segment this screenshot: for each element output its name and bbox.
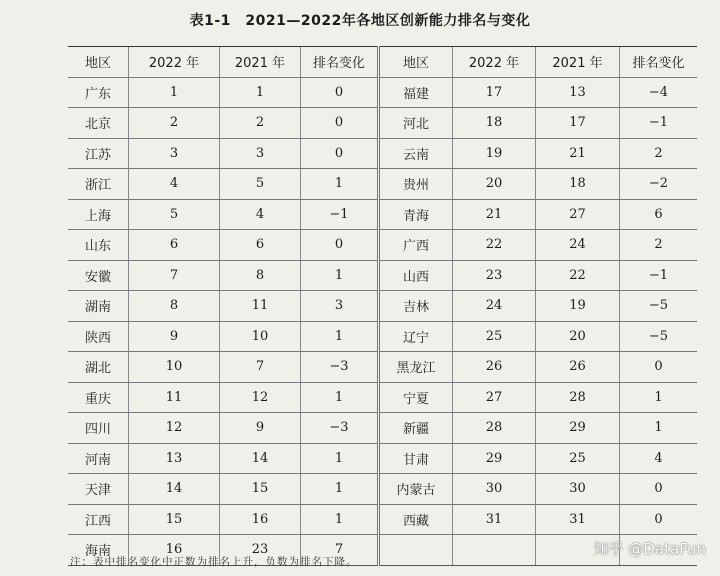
rank-2022-cell: 28 bbox=[453, 413, 536, 444]
rank-2021-cell: 7 bbox=[220, 352, 301, 383]
region-cell: 新疆 bbox=[379, 413, 453, 444]
rank-2022-cell: 21 bbox=[453, 199, 536, 230]
table-row bbox=[68, 138, 697, 169]
column-header-2021-right: 2021 年 bbox=[536, 47, 620, 78]
rank-2022-cell: 16 bbox=[129, 535, 220, 566]
rank-2021-cell: 20 bbox=[536, 321, 620, 352]
table-row bbox=[68, 413, 697, 444]
column-header-2021: 2021 年 bbox=[220, 47, 301, 78]
rank-2021-cell: 30 bbox=[536, 474, 620, 505]
rank-change-cell: −4 bbox=[620, 77, 698, 108]
column-header-region: 地区 bbox=[68, 47, 129, 78]
rank-2021-cell: 1 bbox=[220, 77, 301, 108]
rank-change-cell: 2 bbox=[620, 138, 698, 169]
region-cell: 浙江 bbox=[68, 169, 129, 200]
rank-2021-cell: 27 bbox=[536, 199, 620, 230]
region-cell: 贵州 bbox=[379, 169, 453, 200]
table-row bbox=[68, 474, 697, 505]
region-cell: 陕西 bbox=[68, 321, 129, 352]
rank-2021-cell: 28 bbox=[536, 382, 620, 413]
watermark: 知乎 @DataFun bbox=[593, 540, 706, 558]
table-row bbox=[68, 443, 697, 474]
region-cell: 北京 bbox=[68, 108, 129, 139]
rank-2021-cell: 18 bbox=[536, 169, 620, 200]
table-row bbox=[68, 291, 697, 322]
header-row bbox=[68, 47, 697, 78]
rank-change-cell: 2 bbox=[620, 230, 698, 261]
rank-2022-cell bbox=[453, 535, 536, 566]
region-cell: 山东 bbox=[68, 230, 129, 261]
region-cell: 上海 bbox=[68, 199, 129, 230]
table-row bbox=[68, 169, 697, 200]
rank-2022-cell: 2 bbox=[129, 108, 220, 139]
rank-2021-cell: 3 bbox=[220, 138, 301, 169]
rank-change-cell: 0 bbox=[301, 108, 379, 139]
column-header-change-right: 排名变化 bbox=[620, 47, 698, 78]
rank-change-cell: 1 bbox=[301, 443, 379, 474]
rank-change-cell: −1 bbox=[620, 260, 698, 291]
table-row bbox=[68, 504, 697, 535]
rank-2022-cell: 29 bbox=[453, 443, 536, 474]
rank-2022-cell: 13 bbox=[129, 443, 220, 474]
rank-2022-cell: 23 bbox=[453, 260, 536, 291]
rank-2021-cell: 9 bbox=[220, 413, 301, 444]
rank-2021-cell: 10 bbox=[220, 321, 301, 352]
table-row bbox=[68, 199, 697, 230]
rank-change-cell: 1 bbox=[301, 260, 379, 291]
rank-2021-cell: 11 bbox=[220, 291, 301, 322]
rank-2021-cell: 26 bbox=[536, 352, 620, 383]
rank-2021-cell: 12 bbox=[220, 382, 301, 413]
region-cell: 宁夏 bbox=[379, 382, 453, 413]
region-cell: 河南 bbox=[68, 443, 129, 474]
rank-2021-cell: 16 bbox=[220, 504, 301, 535]
rank-change-cell: 0 bbox=[301, 77, 379, 108]
rank-2022-cell: 11 bbox=[129, 382, 220, 413]
region-cell: 广西 bbox=[379, 230, 453, 261]
table-row bbox=[68, 230, 697, 261]
rank-change-cell: −5 bbox=[620, 321, 698, 352]
rank-change-cell: 1 bbox=[301, 474, 379, 505]
table-row bbox=[68, 260, 697, 291]
rank-2022-cell: 4 bbox=[129, 169, 220, 200]
rank-2021-cell: 4 bbox=[220, 199, 301, 230]
rank-2021-cell: 17 bbox=[536, 108, 620, 139]
rank-2022-cell: 24 bbox=[453, 291, 536, 322]
rank-change-cell: 1 bbox=[620, 413, 698, 444]
region-cell bbox=[379, 535, 453, 566]
region-cell: 江苏 bbox=[68, 138, 129, 169]
region-cell: 甘肃 bbox=[379, 443, 453, 474]
rank-2022-cell: 6 bbox=[129, 230, 220, 261]
rank-2021-cell: 29 bbox=[536, 413, 620, 444]
rank-change-cell: 3 bbox=[301, 291, 379, 322]
table-row bbox=[68, 382, 697, 413]
column-header-2022-right: 2022 年 bbox=[453, 47, 536, 78]
rank-2022-cell: 25 bbox=[453, 321, 536, 352]
table-row bbox=[68, 108, 697, 139]
rank-change-cell: 0 bbox=[301, 230, 379, 261]
table-row bbox=[68, 77, 697, 108]
rank-2021-cell: 25 bbox=[536, 443, 620, 474]
rank-2022-cell: 30 bbox=[453, 474, 536, 505]
rank-change-cell: 0 bbox=[620, 352, 698, 383]
rank-change-cell: 7 bbox=[301, 535, 379, 566]
region-cell: 福建 bbox=[379, 77, 453, 108]
rank-2022-cell: 5 bbox=[129, 199, 220, 230]
region-cell: 江西 bbox=[68, 504, 129, 535]
table-title: 表1-1 2021—2022年各地区创新能力排名与变化 bbox=[189, 13, 531, 29]
region-cell: 黑龙江 bbox=[379, 352, 453, 383]
rank-change-cell: −3 bbox=[301, 352, 379, 383]
rank-change-cell: 0 bbox=[301, 138, 379, 169]
rank-2022-cell: 9 bbox=[129, 321, 220, 352]
rank-2022-cell: 27 bbox=[453, 382, 536, 413]
rank-2022-cell: 22 bbox=[453, 230, 536, 261]
region-cell: 湖北 bbox=[68, 352, 129, 383]
region-cell: 内蒙古 bbox=[379, 474, 453, 505]
region-cell: 广东 bbox=[68, 77, 129, 108]
rank-2022-cell: 19 bbox=[453, 138, 536, 169]
rank-change-cell: 1 bbox=[301, 321, 379, 352]
region-cell: 四川 bbox=[68, 413, 129, 444]
rank-change-cell: −1 bbox=[301, 199, 379, 230]
rank-change-cell: −1 bbox=[620, 108, 698, 139]
rank-2022-cell: 12 bbox=[129, 413, 220, 444]
rank-2021-cell: 19 bbox=[536, 291, 620, 322]
rank-change-cell: 1 bbox=[301, 504, 379, 535]
rank-2021-cell: 31 bbox=[536, 504, 620, 535]
rank-change-cell: 0 bbox=[620, 504, 698, 535]
region-cell: 云南 bbox=[379, 138, 453, 169]
rank-2021-cell: 15 bbox=[220, 474, 301, 505]
rank-change-cell: −3 bbox=[301, 413, 379, 444]
rank-2022-cell: 1 bbox=[129, 77, 220, 108]
rank-2022-cell: 7 bbox=[129, 260, 220, 291]
region-cell: 安徽 bbox=[68, 260, 129, 291]
rank-2021-cell: 22 bbox=[536, 260, 620, 291]
region-cell: 海南 bbox=[68, 535, 129, 566]
rank-change-cell: 1 bbox=[301, 382, 379, 413]
region-cell: 天津 bbox=[68, 474, 129, 505]
rank-2021-cell: 5 bbox=[220, 169, 301, 200]
rank-2022-cell: 20 bbox=[453, 169, 536, 200]
column-header-change: 排名变化 bbox=[301, 47, 379, 78]
rank-2021-cell: 6 bbox=[220, 230, 301, 261]
table-row bbox=[68, 352, 697, 383]
rank-2021-cell: 14 bbox=[220, 443, 301, 474]
rank-2022-cell: 10 bbox=[129, 352, 220, 383]
rank-2021-cell: 21 bbox=[536, 138, 620, 169]
rank-2021-cell: 8 bbox=[220, 260, 301, 291]
region-cell: 湖南 bbox=[68, 291, 129, 322]
region-cell: 西藏 bbox=[379, 504, 453, 535]
rank-2022-cell: 26 bbox=[453, 352, 536, 383]
column-header-region-right: 地区 bbox=[379, 47, 453, 78]
rank-change-cell: 4 bbox=[620, 443, 698, 474]
rank-2021-cell: 23 bbox=[220, 535, 301, 566]
rank-2022-cell: 15 bbox=[129, 504, 220, 535]
rank-2021-cell: 24 bbox=[536, 230, 620, 261]
column-header-2022: 2022 年 bbox=[129, 47, 220, 78]
rank-2022-cell: 3 bbox=[129, 138, 220, 169]
rank-2022-cell: 14 bbox=[129, 474, 220, 505]
region-cell: 山西 bbox=[379, 260, 453, 291]
table-footnote: 注：表中排名变化中正数为排名上升，负数为排名下降。 bbox=[70, 556, 358, 568]
region-cell: 辽宁 bbox=[379, 321, 453, 352]
region-cell: 重庆 bbox=[68, 382, 129, 413]
rank-2021-cell: 2 bbox=[220, 108, 301, 139]
ranking-table bbox=[68, 46, 697, 566]
rank-change-cell: 1 bbox=[301, 169, 379, 200]
region-cell: 河北 bbox=[379, 108, 453, 139]
region-cell: 青海 bbox=[379, 199, 453, 230]
rank-change-cell: 6 bbox=[620, 199, 698, 230]
rank-2022-cell: 8 bbox=[129, 291, 220, 322]
rank-2022-cell: 18 bbox=[453, 108, 536, 139]
rank-2022-cell: 31 bbox=[453, 504, 536, 535]
rank-2022-cell: 17 bbox=[453, 77, 536, 108]
rank-2021-cell: 13 bbox=[536, 77, 620, 108]
rank-change-cell: −2 bbox=[620, 169, 698, 200]
rank-change-cell: 1 bbox=[620, 382, 698, 413]
rank-change-cell: 0 bbox=[620, 474, 698, 505]
table-row bbox=[68, 321, 697, 352]
rank-change-cell: −5 bbox=[620, 291, 698, 322]
region-cell: 吉林 bbox=[379, 291, 453, 322]
